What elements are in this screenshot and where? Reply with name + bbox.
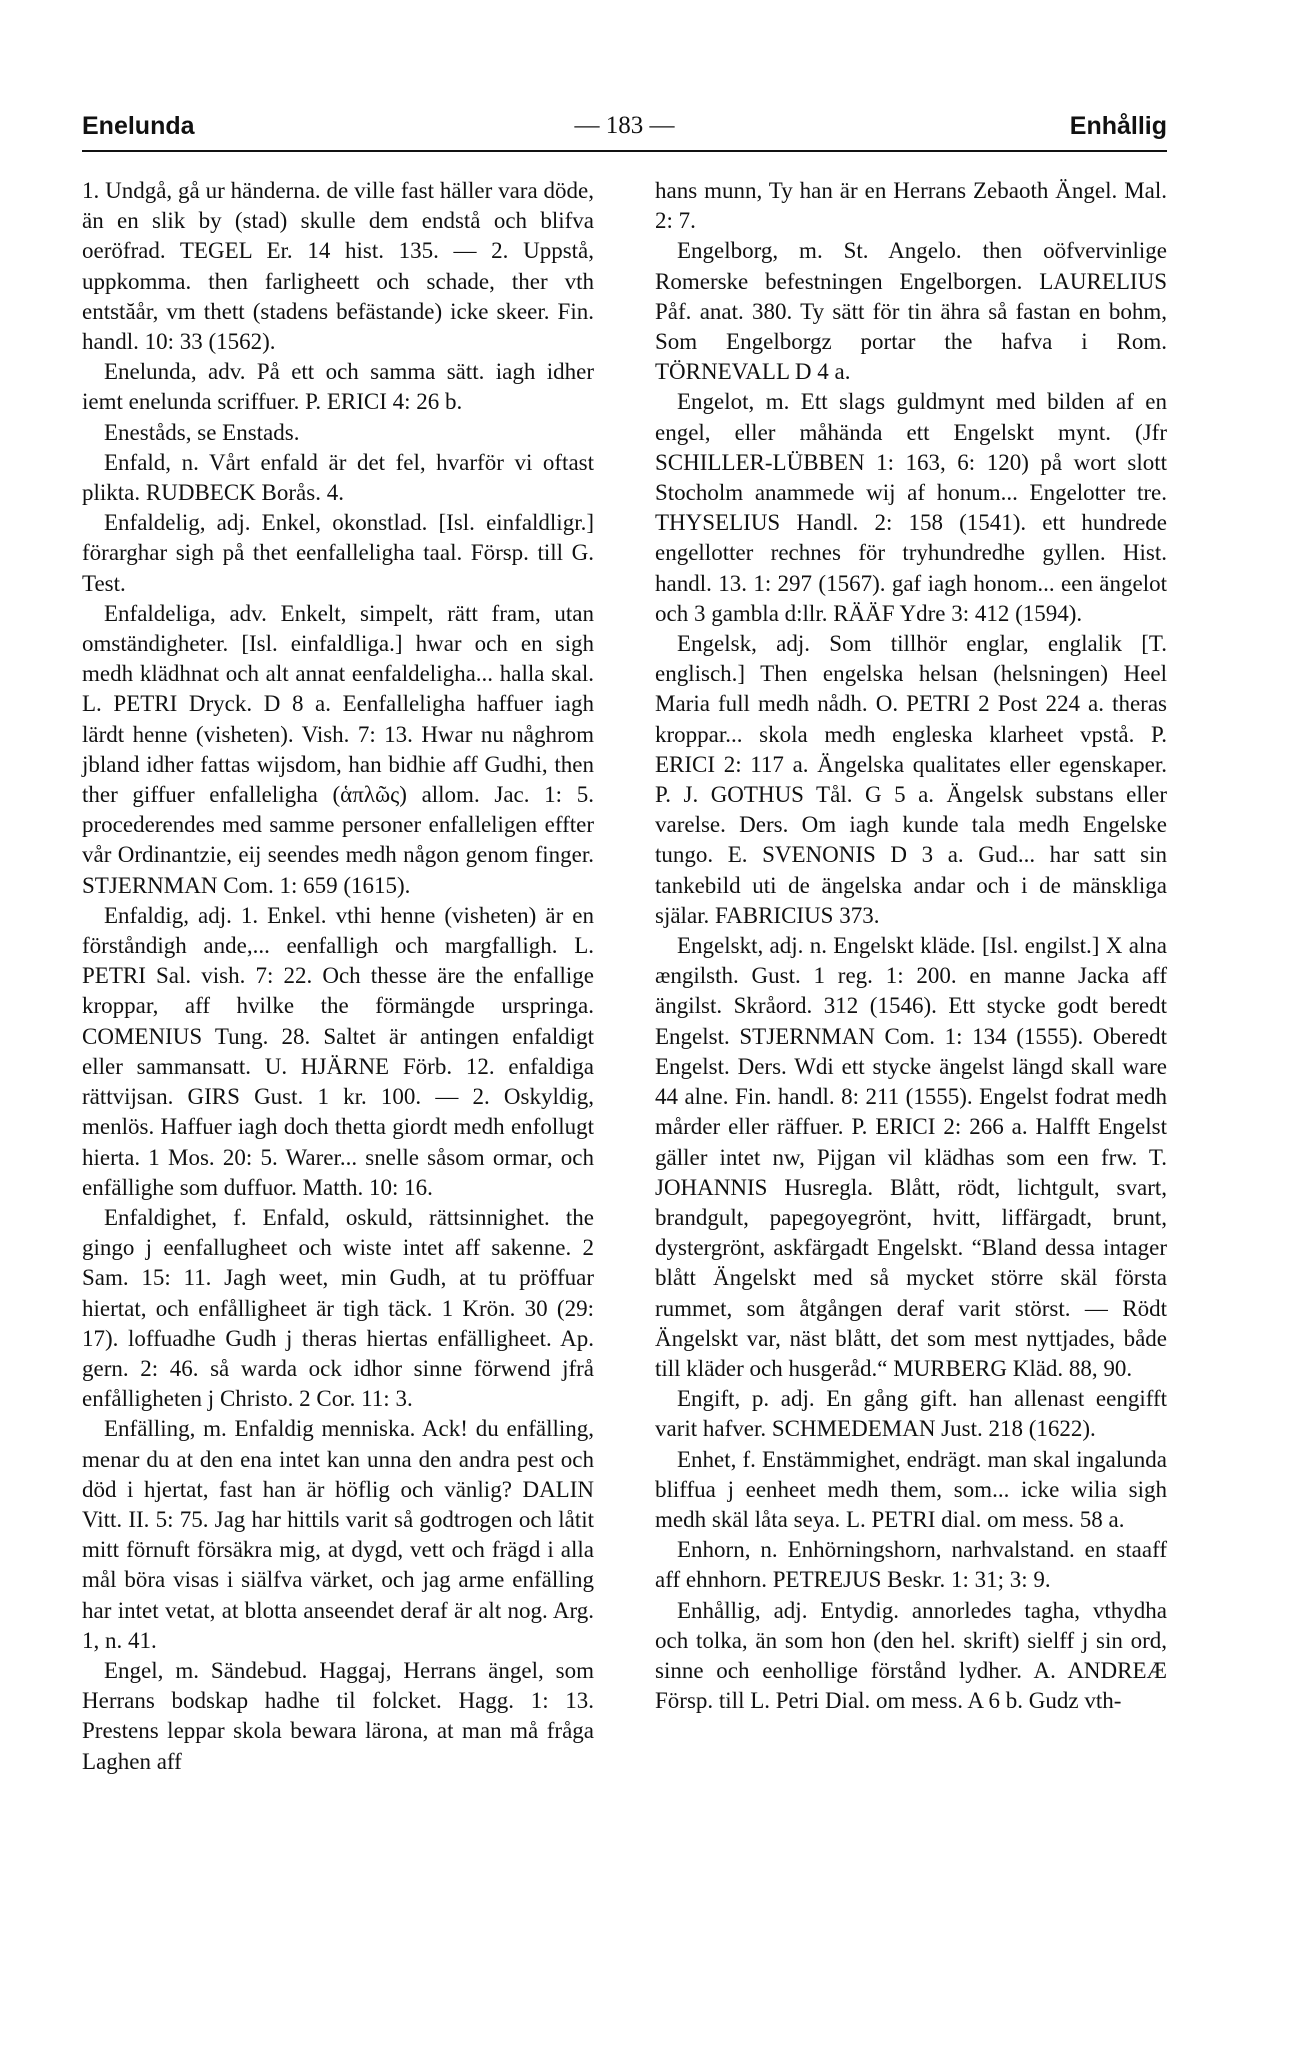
- entry-enhallig: Enhållig, adj. Entydig. annorledes tagha, vthydha och tolka, än som hon (den hel. skrift) sielff j sin ord, sinne och eenhollige förstånd lydher. A. ANDREÆ Försp. till L. Petri Dial. om mess. A 6 b. Gudz vth-: [655, 1597, 1167, 1714]
- entry-enhorn: Enhorn, n. Enhörningshorn, narhvalstand. en staaff aff ehnhorn. PETREJUS Beskr. 1: 31; 3: 9.: [655, 1537, 1167, 1593]
- right-column: [655, 176, 1167, 1716]
- entry-enestads: Eneståds, se Enstads.: [104, 419, 300, 445]
- entry-engift: Engift, p. adj. En gång gift. han allenast eengifft varit hafver. SCHMEDEMAN Just. 218 (1622).: [655, 1386, 1167, 1442]
- entry-enfaldelig: Enfaldelig, adj. Enkel, okonstlad. [Isl. einfaldligr.] förarghar sigh på thet eenfalleligha taal. Försp. till G. Test.: [82, 510, 594, 596]
- entry-continuation: 1. Undgå, gå ur händerna. de ville fast häller vara döde, än en slik by (stad) skulle dem endstå och blifva oeröfrad. TEGEL Er. 14 hist. 135. — 2. Uppstå, uppkomma. then farligheett och schade, ther vth entstăår, vm thett (stadens befästande) icke skeer. Fin. handl. 10: 33 (1562).: [82, 178, 594, 355]
- running-head-right: Enhållig: [1069, 112, 1167, 140]
- entry-enfalling: Enfälling, m. Enfaldig menniska. Ack! du enfälling, menar du at den ena intet kan unna den andra pest och död i hjertat, fast han är höflig och vänlig? DALIN Vitt. II. 5: 75. Jag har hittils varit så godtrogen och låtit mitt förnuft försäkra mig, at dygd, vett och frägd i alla mål böra visas i siälfva värket, och jag arme enfälling har intet vetat, at blotta anseendet deraf är alt nog. Arg. 1, n. 41.: [82, 1416, 594, 1653]
- entry-engelskt: Engelskt, adj. n. Engelskt kläde. [Isl. engilst.] X alna ængilsth. Gust. 1 reg. 1: 200. en manne Jacka aff ängilst. Skråord. 312 (1546). Ett stycke godt beredt Engelst. STJERNMAN Com. 1: 134 (1555). Oberedt Engelst. Ders. Wdi ett stycke ängelst längd skall ware 44 alne. Fin. handl. 8: 211 (1555). Engelst fodrat medh mårder eller räffuer. P. ERICI 2: 266 a. Halfft Engelst gäller intet nw, Pijgan vil klädhas som een frw. T. JOHANNIS Husregla. Blått, rödt, lichtgult, svart, brandgult, papegoyegrönt, hvitt, liffärgadt, brunt, dystergrönt, askfärgadt Engelskt. “Bland dessa intager blått Ängelskt med så mycket större skäl första rummet, som åtgången deraf varit störst. — Rödt Ängelskt var, näst blått, det som mest nyttjades, både till kläder och husgeråd.“ MURBERG Kläd. 88, 90.: [655, 933, 1167, 1381]
- entry-enfaldighet: Enfaldighet, f. Enfald, oskuld, rättsinnighet. the gingo j eenfallugheet och wiste intet aff sakenne. 2 Sam. 15: 11. Jagh weet, min Gudh, at tu pröffuar hiertat, och enfålligheet är tigh täck. 1 Krön. 30 (29: 17). loffuadhe Gudh j theras hiertas enfällighеet. Ap. gern. 2: 46. så warda ock idhor sinne förwend jfrå enfålligheten j Christo. 2 Cor. 11: 3.: [82, 1204, 594, 1412]
- entry-enfaldeliga: Enfaldeliga, adv. Enkelt, simpelt, rätt fram, utan omständigheter. [Isl. einfaldliga.] hwar och en sigh medh klädhnat och alt annat eenfaldeligha... halla skal. L. PETRI Dryck. D 8 a. Eenfalleligha haffuer iagh lärdt henne (visheten). Vish. 7: 13. Hwar nu någhrom jbland idher fattas wijsdom, han bidhie aff Gudhi, then ther giffuer enfalleligha (ἁπλῶς) allom. Jac. 1: 5. procederendes med samme personer enfalleligen effter vår Ordinantzie, eij seendes medh någon genom finger. STJERNMAN Com. 1: 659 (1615).: [82, 600, 594, 898]
- entry-enfaldig: Enfaldig, adj. 1. Enkel. vthi henne (visheten) är en förståndigh ande,... eenfalligh och margfalligh. L. PETRI Sal. vish. 7: 22. Och thesse äre the enfallige kroppar, aff hvilke the förmängde urspringa. COMENIUS Tung. 28. Saltet är antingen enfaldigt eller sammansatt. U. HJÄRNE Förb. 12. enfaldiga rättvijsan. GIRS Gust. 1 kr. 100. — 2. Oskyldig, menlös. Haffuer iagh doch thetta giordt medh enfollugt hierta. 1 Mos. 20: 5. Warer... snelle såsom ormar, och enfällighe som duffuor. Matth. 10: 16.: [82, 902, 594, 1200]
- entry-engel: Engel, m. Sändebud. Haggaj, Herrans ängel, som Herrans bodskap hadhe til folcket. Hagg. 1: 13. Prestens leppar skola bewara lärona, at man må fråga Laghen aff: [82, 1657, 594, 1774]
- page-number: — 183 —: [574, 112, 675, 139]
- entry-enfald: Enfald, n. Vårt enfald är det fel, hvarför vi oftast plikta. RUDBECK Borås. 4.: [82, 449, 594, 506]
- left-column: [82, 176, 594, 1777]
- entry-enelunda: Enelunda, adv. På ett och samma sätt. iagh idher iemt enelunda scriffuer. P. ERICI 4: 26 b.: [82, 359, 594, 415]
- running-head-left: Enelunda: [82, 112, 195, 140]
- header-rule: [82, 150, 1167, 152]
- entry-enhet: Enhet, f. Enstämmighet, endrägt. man skal ingalunda bliffua j eenheet medh them, som... icke wilia sigh medh skäl låta seya. L. PETRI dial. om mess. 58 a.: [655, 1446, 1167, 1532]
- entry-continuation: hans munn, Ty han är en Herrans Zebaoth Ängel. Mal. 2: 7.: [655, 178, 1167, 234]
- entry-engelot: Engelot, m. Ett slags guldmynt med bilden af en engel, eller måhända ett Engelskt mynt. (Jfr SCHILLER-LÜBBEN 1: 163, 6: 120) på wort slott Stocholm anammede wij af honum... Engelotter tre. THYSELIUS Handl. 2: 158 (1541). ett hundrede engellotter rechnes för tryhundredhe gyllen. Hist. handl. 13. 1: 297 (1567). gaf iagh honom... een ängelot och 3 gambla d:llr. RÄÄF Ydre 3: 412 (1594).: [655, 389, 1167, 626]
- page-header: [82, 112, 1167, 152]
- entry-engelborg: Engelborg, m. St. Angelo. then oöfvervinlige Romerske befestningen Engelborgen. LAURELIUS Påf. anat. 380. Ty sätt för tin ähra så fastan en bohm, Som Engelborgz portar the hafva i Rom. TÖRNEVALL D 4 a.: [655, 238, 1167, 385]
- entry-engelsk: Engelsk, adj. Som tillhör englar, englalik [T. englisch.] Then engelska helsan (helsningen) Heel Maria full medh nådh. O. PETRI 2 Post 224 a. theras kroppar... skola medh engleska klarheet vpstå. P. ERICI 2: 117 a. Ängelska qualitates eller egenskaper. P. J. GOTHUS Tål. G 5 a. Ängelsk substans eller varelse. Ders. Om iagh kunde tala medh Engelske tungo. E. SVENONIS D 3 a. Gud... har satt sin tankebild uti de ängelska andar och i de mänskliga själar. FABRICIUS 373.: [655, 631, 1167, 928]
